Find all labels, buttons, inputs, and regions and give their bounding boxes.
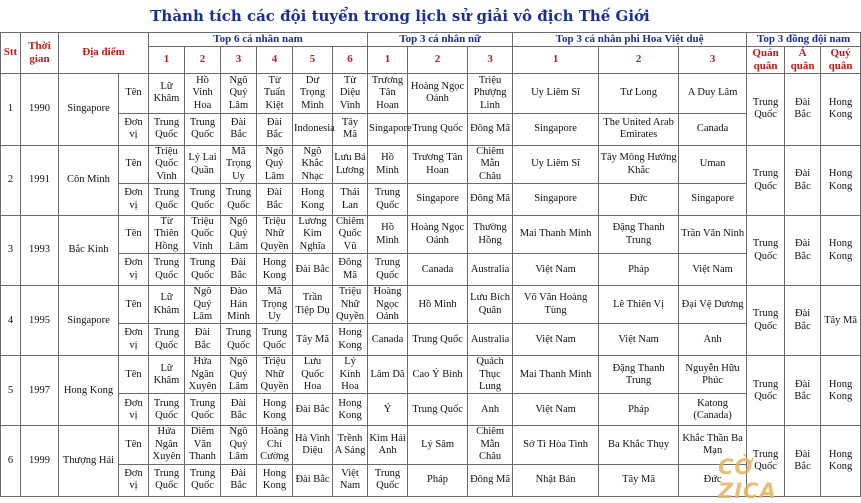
nonchinese-player-name: Đặng Thanh Trung	[599, 356, 679, 394]
women-player-unit: Singapore	[368, 113, 408, 145]
team-result: Hong Kong	[821, 356, 861, 426]
men-player-name: Lưu Quốc Hoa	[293, 356, 333, 394]
nonchinese-player-unit: Canada	[679, 113, 747, 145]
women-player-unit: Đông Mã	[468, 184, 513, 216]
header-group-team: Top 3 đồng đội nam	[747, 33, 861, 47]
row-label-unit: Đơn vị	[119, 254, 149, 286]
men-player-unit: Đài Bắc	[221, 254, 257, 286]
men-player-name: Chiêm Quốc Vũ	[333, 216, 368, 254]
men-player-unit: Trung Quốc	[221, 184, 257, 216]
nonchinese-player-unit: Singapore	[513, 113, 599, 145]
row-place: Hong Kong	[59, 356, 119, 426]
men-player-name: Hứa Ngân Xuyên	[185, 356, 221, 394]
row-year: 1999	[21, 426, 59, 496]
men-player-unit: Trung Quốc	[185, 394, 221, 426]
men-player-unit: Hong Kong	[257, 254, 293, 286]
nonchinese-player-name: Võ Văn Hoàng Tùng	[513, 286, 599, 324]
men-player-name: Đào Hán Minh	[221, 286, 257, 324]
men-player-name: Triệu Quốc Vinh	[149, 145, 185, 183]
header-stt: Stt	[1, 33, 21, 74]
nonchinese-player-name: Nguyễn Hữu Phúc	[679, 356, 747, 394]
men-player-unit: Đài Bắc	[221, 464, 257, 496]
header-rank-number: 1	[513, 47, 599, 74]
men-player-unit: Hong Kong	[333, 394, 368, 426]
header-rank-number: 3	[468, 47, 513, 74]
men-player-unit: Hong Kong	[257, 464, 293, 496]
row-stt: 1	[1, 73, 21, 145]
row-year: 1991	[21, 145, 59, 215]
header-group-nonchinese: Top 3 cá nhân phi Hoa Việt duệ	[513, 33, 747, 47]
women-player-name: Kim Hải Anh	[368, 426, 408, 464]
women-player-unit: Trung Quốc	[408, 324, 468, 356]
men-player-unit: Indonesia	[293, 113, 333, 145]
men-player-name: Hà Vinh Diệu	[293, 426, 333, 464]
men-player-unit: Trung Quốc	[221, 324, 257, 356]
row-stt: 2	[1, 145, 21, 215]
nonchinese-player-name: Tư Long	[599, 73, 679, 113]
men-player-unit: Thái Lan	[333, 184, 368, 216]
row-place: Singapore	[59, 286, 119, 356]
nonchinese-player-unit: Việt Nam	[513, 254, 599, 286]
row-place: Singapore	[59, 73, 119, 145]
men-player-name: Lý Lai Quần	[185, 145, 221, 183]
row-label-name: Tên	[119, 216, 149, 254]
women-player-unit: Ý	[368, 394, 408, 426]
team-result: Trung Quốc	[747, 356, 785, 426]
header-group-men: Top 6 cá nhân nam	[149, 33, 368, 47]
row-place: Côn Minh	[59, 145, 119, 215]
table-row	[1, 394, 861, 426]
men-player-unit: Trung Quốc	[149, 254, 185, 286]
nonchinese-player-unit: Singapore	[679, 184, 747, 216]
team-result: Hong Kong	[821, 73, 861, 145]
header-rank-number: 1	[149, 47, 185, 74]
row-place: Thượng Hải	[59, 426, 119, 496]
women-player-name: Hoàng Ngọc Oánh	[408, 216, 468, 254]
women-player-name: Trương Tân Hoan	[368, 73, 408, 113]
team-result: Trung Quốc	[747, 145, 785, 215]
women-player-name: Lý Sâm	[408, 426, 468, 464]
team-result: Trung Quốc	[747, 426, 785, 496]
men-player-name: Dư Trọng Minh	[293, 73, 333, 113]
nonchinese-player-name: Lê Thiên Vị	[599, 286, 679, 324]
men-player-name: Từ Thiên Hồng	[149, 216, 185, 254]
row-year: 1990	[21, 73, 59, 145]
nonchinese-player-unit: The United Arab Emirates	[599, 113, 679, 145]
nonchinese-player-unit: Tây Mã	[599, 464, 679, 496]
header-rank-number: 2	[185, 47, 221, 74]
nonchinese-player-name: Tây Mông Hướng Khắc	[599, 145, 679, 183]
men-player-unit: Trung Quốc	[149, 324, 185, 356]
women-player-name: Quách Thục Lung	[468, 356, 513, 394]
row-stt: 6	[1, 426, 21, 496]
men-player-unit: Trung Quốc	[149, 184, 185, 216]
header-rank-number: 2	[408, 47, 468, 74]
row-stt: 4	[1, 286, 21, 356]
team-result: Trung Quốc	[747, 286, 785, 356]
header-team-place: Quý quân	[821, 47, 861, 74]
nonchinese-player-name: Mai Thanh Minh	[513, 216, 599, 254]
row-label-unit: Đơn vị	[119, 184, 149, 216]
nonchinese-player-name: Đặng Thanh Trung	[599, 216, 679, 254]
women-player-name: Thường Hồng	[468, 216, 513, 254]
women-player-unit: Trung Quốc	[408, 394, 468, 426]
men-player-unit: Đài Bắc	[185, 324, 221, 356]
women-player-name: Chiêm Mẫn Châu	[468, 426, 513, 464]
header-time: Thời gian	[21, 33, 59, 74]
women-player-unit: Trung Quốc	[368, 184, 408, 216]
men-player-unit: Tây Mã	[333, 113, 368, 145]
men-player-name: Lữ Khâm	[149, 356, 185, 394]
men-player-name: Ngô Khắc Nhạc	[293, 145, 333, 183]
nonchinese-player-unit: Pháp	[599, 394, 679, 426]
header-group-women: Top 3 cá nhân nữ	[368, 33, 513, 47]
header-rank-number: 2	[599, 47, 679, 74]
men-player-name: Lương Kim Nghĩa	[293, 216, 333, 254]
row-year: 1997	[21, 356, 59, 426]
men-player-unit: Đài Bắc	[293, 254, 333, 286]
women-player-name: Hoàng Ngọc Oánh	[408, 73, 468, 113]
header-team-place: Á quân	[785, 47, 821, 74]
women-player-unit: Đông Mã	[468, 113, 513, 145]
header-rank-number: 4	[257, 47, 293, 74]
team-result: Tây Mã	[821, 286, 861, 356]
nonchinese-player-name: Đại Vệ Dương	[679, 286, 747, 324]
men-player-name: Mã Trọng Uy	[221, 145, 257, 183]
men-player-name: Ngô Quý Lâm	[221, 356, 257, 394]
header-rank-number: 3	[221, 47, 257, 74]
men-player-unit: Trung Quốc	[185, 464, 221, 496]
men-player-unit: Trung Quốc	[185, 113, 221, 145]
row-label-name: Tên	[119, 426, 149, 464]
nonchinese-player-name: Sở Ti Hòa Tinh	[513, 426, 599, 464]
header-place: Địa điểm	[59, 33, 149, 74]
team-result: Hong Kong	[821, 426, 861, 496]
nonchinese-player-name: Khắc Thần Ba Mạn	[679, 426, 747, 464]
women-player-unit: Đông Mã	[468, 464, 513, 496]
results-table	[0, 32, 861, 497]
nonchinese-player-name: Uman	[679, 145, 747, 183]
men-player-name: Hứa Ngân Xuyên	[149, 426, 185, 464]
team-result: Trung Quốc	[747, 216, 785, 286]
watermark-logo: CỜ ZICA	[718, 455, 777, 503]
men-player-unit: Hong Kong	[293, 184, 333, 216]
team-result: Hong Kong	[821, 216, 861, 286]
nonchinese-player-unit: Đức	[599, 184, 679, 216]
men-player-name: Trềnh A Sáng	[333, 426, 368, 464]
nonchinese-player-unit: Nhật Bản	[513, 464, 599, 496]
men-player-unit: Hong Kong	[257, 394, 293, 426]
header-rank-number: 6	[333, 47, 368, 74]
table-row	[1, 145, 861, 183]
women-player-unit: Trung Quốc	[368, 254, 408, 286]
header-rank-number: 3	[679, 47, 747, 74]
team-result: Trung Quốc	[747, 73, 785, 145]
nonchinese-player-name: Uy Liêm Sĩ	[513, 73, 599, 113]
table-row	[1, 324, 861, 356]
men-player-unit: Đài Bắc	[257, 184, 293, 216]
men-player-unit: Trung Quốc	[185, 254, 221, 286]
women-player-name: Hồ Minh	[368, 216, 408, 254]
men-player-name: Ngô Quý Lâm	[221, 73, 257, 113]
men-player-unit: Đài Bắc	[221, 394, 257, 426]
nonchinese-player-name: Mai Thanh Minh	[513, 356, 599, 394]
page-title: Thành tích các đội tuyển trong lịch sử giải vô địch Thế Giới	[150, 7, 650, 25]
table-row	[1, 184, 861, 216]
nonchinese-player-unit: Singapore	[513, 184, 599, 216]
nonchinese-player-unit: Việt Nam	[679, 254, 747, 286]
men-player-name: Lữ Khâm	[149, 286, 185, 324]
women-player-unit: Canada	[368, 324, 408, 356]
men-player-unit: Đài Bắc	[257, 113, 293, 145]
men-player-unit: Việt Nam	[333, 464, 368, 496]
table-row	[1, 286, 861, 324]
table-row	[1, 254, 861, 286]
men-player-name: Từ Tuấn Kiệt	[257, 73, 293, 113]
nonchinese-player-unit: Việt Nam	[513, 324, 599, 356]
women-player-name: Cao Ý Bình	[408, 356, 468, 394]
nonchinese-player-unit: Pháp	[599, 254, 679, 286]
women-player-unit: Trung Quốc	[368, 464, 408, 496]
nonchinese-player-unit: Anh	[679, 324, 747, 356]
table-row	[1, 113, 861, 145]
row-year: 1995	[21, 286, 59, 356]
header-rank-number: 1	[368, 47, 408, 74]
men-player-name: Hồ Vinh Hoa	[185, 73, 221, 113]
women-player-unit: Canada	[408, 254, 468, 286]
header-team-place: Quán quân	[747, 47, 785, 74]
men-player-name: Lý Kính Hoa	[333, 356, 368, 394]
women-player-name: Triệu Phượng Linh	[468, 73, 513, 113]
men-player-unit: Trung Quốc	[149, 113, 185, 145]
team-result: Đài Bắc	[785, 73, 821, 145]
table-row	[1, 216, 861, 254]
men-player-unit: Đài Bắc	[293, 464, 333, 496]
team-result: Đài Bắc	[785, 426, 821, 496]
row-place: Bắc Kinh	[59, 216, 119, 286]
men-player-name: Ngô Quý Lâm	[257, 145, 293, 183]
nonchinese-player-name: Trần Văn Ninh	[679, 216, 747, 254]
women-player-unit: Pháp	[408, 464, 468, 496]
nonchinese-player-unit: Đức	[679, 464, 747, 496]
table-row	[1, 73, 861, 113]
women-player-unit: Trung Quốc	[408, 113, 468, 145]
row-label-name: Tên	[119, 145, 149, 183]
row-label-name: Tên	[119, 73, 149, 113]
nonchinese-player-name: Uy Liêm Sĩ	[513, 145, 599, 183]
men-player-unit: Tây Mã	[293, 324, 333, 356]
row-stt: 3	[1, 216, 21, 286]
men-player-name: Diêm Văn Thanh	[185, 426, 221, 464]
men-player-name: Từ Diệu Vinh	[333, 73, 368, 113]
women-player-unit: Singapore	[408, 184, 468, 216]
nonchinese-player-name: Ba Khắc Thụy	[599, 426, 679, 464]
row-stt: 5	[1, 356, 21, 426]
men-player-name: Ngô Quý Lâm	[185, 286, 221, 324]
men-player-name: Triệu Nhữ Quyền	[333, 286, 368, 324]
men-player-unit: Đài Bắc	[293, 394, 333, 426]
team-result: Đài Bắc	[785, 356, 821, 426]
women-player-name: Chiêm Mẫn Châu	[468, 145, 513, 183]
men-player-name: Ngô Quý Lâm	[221, 216, 257, 254]
men-player-name: Triệu Nhữ Quyền	[257, 216, 293, 254]
nonchinese-player-unit: Việt Nam	[513, 394, 599, 426]
men-player-name: Lữ Khâm	[149, 73, 185, 113]
men-player-name: Hoàng Chí Cường	[257, 426, 293, 464]
men-player-name: Ngô Quý Lâm	[221, 426, 257, 464]
women-player-name: Hồ Minh	[408, 286, 468, 324]
men-player-unit: Trung Quốc	[149, 394, 185, 426]
header-rank-number: 5	[293, 47, 333, 74]
row-label-name: Tên	[119, 286, 149, 324]
women-player-name: Lưu Bích Quân	[468, 286, 513, 324]
men-player-unit: Hong Kong	[333, 324, 368, 356]
men-player-unit: Đông Mã	[333, 254, 368, 286]
team-result: Đài Bắc	[785, 145, 821, 215]
team-result: Đài Bắc	[785, 216, 821, 286]
men-player-name: Triệu Nhữ Quyền	[257, 356, 293, 394]
women-player-name: Trương Tân Hoan	[408, 145, 468, 183]
row-year: 1993	[21, 216, 59, 286]
team-result: Đài Bắc	[785, 286, 821, 356]
men-player-unit: Trung Quốc	[257, 324, 293, 356]
team-result: Hong Kong	[821, 145, 861, 215]
nonchinese-player-unit: Việt Nam	[599, 324, 679, 356]
men-player-name: Trần Tiệp Dụ	[293, 286, 333, 324]
row-label-unit: Đơn vị	[119, 113, 149, 145]
table-row	[1, 356, 861, 394]
men-player-unit: Trung Quốc	[149, 464, 185, 496]
women-player-name: Hoàng Ngọc Oánh	[368, 286, 408, 324]
nonchinese-player-name: A Duy Lâm	[679, 73, 747, 113]
row-label-unit: Đơn vị	[119, 324, 149, 356]
men-player-unit: Trung Quốc	[185, 184, 221, 216]
women-player-unit: Australia	[468, 324, 513, 356]
men-player-unit: Đài Bắc	[221, 113, 257, 145]
row-label-unit: Đơn vị	[119, 464, 149, 496]
women-player-name: Hồ Minh	[368, 145, 408, 183]
row-label-name: Tên	[119, 356, 149, 394]
row-label-unit: Đơn vị	[119, 394, 149, 426]
men-player-name: Mã Trọng Uy	[257, 286, 293, 324]
women-player-name: Lâm Dã	[368, 356, 408, 394]
nonchinese-player-unit: Katong (Canada)	[679, 394, 747, 426]
women-player-unit: Australia	[468, 254, 513, 286]
men-player-name: Lưu Bá Lương	[333, 145, 368, 183]
women-player-unit: Anh	[468, 394, 513, 426]
men-player-name: Triệu Quốc Vinh	[185, 216, 221, 254]
